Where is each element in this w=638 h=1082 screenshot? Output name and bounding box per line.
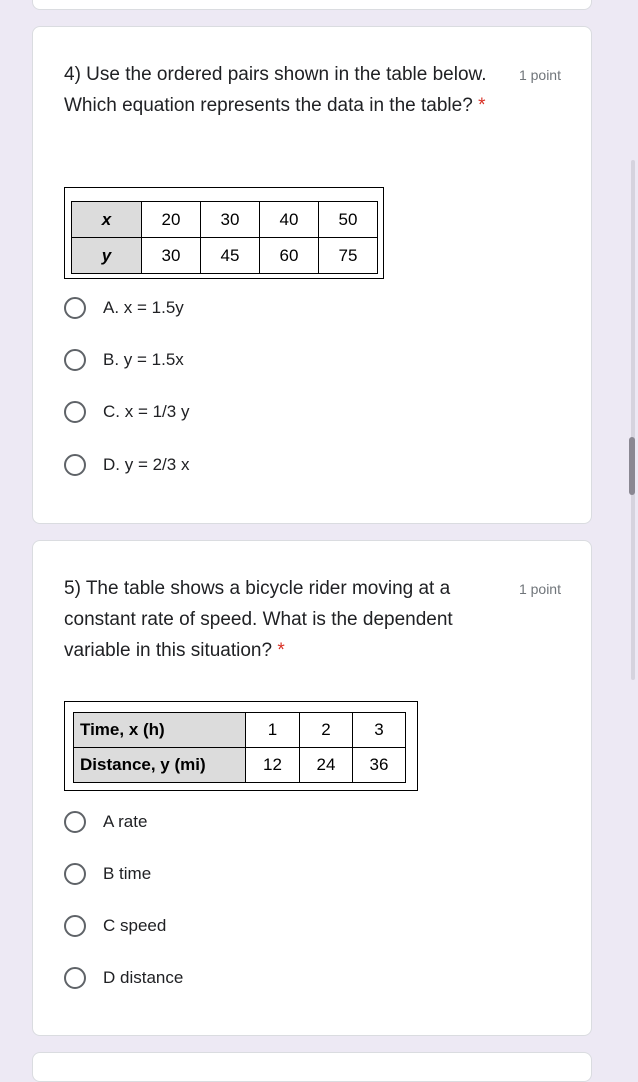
table-cell: 50: [319, 202, 378, 238]
data-table-image: [64, 701, 418, 791]
question-text: 4) Use the ordered pairs shown in the table below. Which equation represents the data in the table?: [64, 64, 487, 116]
table-cell: 40: [260, 202, 319, 238]
option-b[interactable]: [64, 859, 151, 889]
option-a[interactable]: [64, 293, 184, 323]
table-cell: 45: [201, 238, 260, 274]
table-row: [72, 202, 378, 238]
data-table-image: [64, 187, 384, 279]
table-cell: 24: [300, 748, 353, 783]
table-cell: 1: [246, 713, 300, 748]
table-cell: 12: [246, 748, 300, 783]
previous-question-card: [32, 0, 592, 10]
option-label: D distance: [103, 968, 184, 987]
table-cell: 36: [353, 748, 406, 783]
table-cell: Time, x (h): [74, 713, 246, 748]
required-asterisk: *: [277, 640, 285, 661]
option-label: D. y = 2/3 x: [103, 455, 190, 474]
option-label: B time: [103, 864, 152, 883]
radio-button[interactable]: [64, 297, 86, 319]
table-cell: 75: [319, 238, 378, 274]
required-asterisk: *: [478, 95, 486, 116]
question-card-4: [32, 26, 592, 524]
radio-button[interactable]: [64, 454, 86, 476]
question-title: [64, 573, 504, 666]
radio-button[interactable]: [64, 811, 86, 833]
table-row: [72, 238, 378, 274]
table-cell: 3: [353, 713, 406, 748]
radio-button[interactable]: [64, 349, 86, 371]
table-cell: Distance, y (mi): [74, 748, 246, 783]
option-a[interactable]: [64, 807, 147, 837]
scrollbar-track[interactable]: [631, 160, 635, 680]
question-card-5: [32, 540, 592, 1036]
radio-button[interactable]: [64, 863, 86, 885]
option-d[interactable]: [64, 963, 183, 993]
table-cell: 20: [142, 202, 201, 238]
next-question-card: [32, 1052, 592, 1082]
option-c[interactable]: [64, 397, 189, 427]
option-label: C speed: [103, 916, 167, 935]
table-row: [74, 748, 406, 783]
option-b[interactable]: [64, 345, 184, 375]
option-label: A. x = 1.5y: [103, 298, 184, 317]
question-text: 5) The table shows a bicycle rider moving at a constant rate of speed. What is the dependent variable in this situation?: [64, 578, 453, 661]
option-label: C. x = 1/3 y: [103, 402, 190, 421]
table-cell: 2: [300, 713, 353, 748]
table-row: [74, 713, 406, 748]
option-c[interactable]: [64, 911, 166, 941]
points-label: 1 point: [518, 581, 561, 597]
option-label: B. y = 1.5x: [103, 350, 184, 369]
question-title: [64, 59, 504, 121]
option-d[interactable]: [64, 450, 189, 480]
radio-button[interactable]: [64, 401, 86, 423]
points-label: 1 point: [518, 67, 561, 83]
table-cell: x: [72, 202, 142, 238]
table-cell: 60: [260, 238, 319, 274]
radio-button[interactable]: [64, 967, 86, 989]
table-cell: 30: [201, 202, 260, 238]
table-cell: y: [72, 238, 142, 274]
radio-button[interactable]: [64, 915, 86, 937]
table-cell: 30: [142, 238, 201, 274]
option-label: A rate: [103, 812, 148, 831]
scrollbar-thumb[interactable]: [629, 437, 635, 495]
